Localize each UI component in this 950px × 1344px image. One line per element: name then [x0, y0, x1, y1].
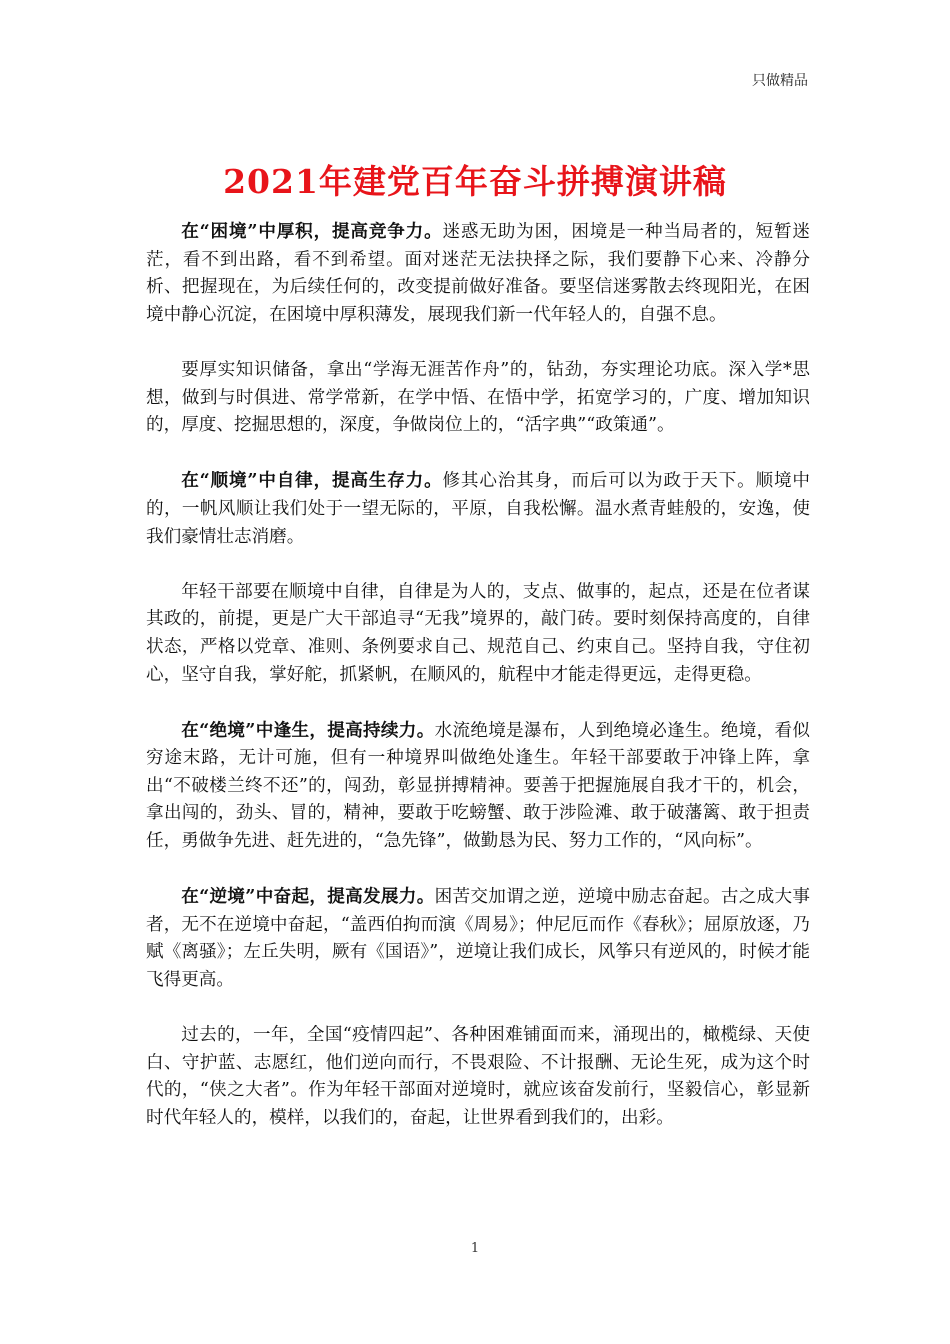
- document-title: 2021年建党百年奋斗拼搏演讲稿: [223, 162, 727, 201]
- paragraph-heading: 在“绝境”中逢生，提高持续力。: [181, 719, 435, 741]
- paragraph-text: 迷惑无助为困，困境是一种当局者的，短暂迷茫，看不到出路，看不到希望。面对迷茫无法抉择之际，我们要静下心来、冷静分析、把握现在，为后续任何的，改变提前做好准备。要坚信迷雾散去终现阳光，在困境中静心沉淀，在困境中厚积薄发，展现我们新一代年轻人的，自强不息。: [146, 222, 810, 325]
- paragraph-5: [146, 717, 810, 856]
- paragraph-text: 要厚实知识储备，拿出“学海无涯苦作舟”的，钻劲，夯实理论功底。深入学*思想，做到与时俱进、常学常新，在学中悟、在悟中学，拓宽学习的，广度、增加知识的，厚度、挖掘思想的，深度，争做岗位上的，“活字典”“政策通”。: [146, 359, 810, 436]
- paragraph-text: 困苦交加谓之逆，逆境中励志奋起。古之成大事者，无不在逆境中奋起，“盖西伯拘而演《周易》；仲尼厄而作《春秋》；屈原放逐，乃赋《离骚》；左丘失明，厥有《国语》”，逆境让我们成长，风筝只有逆风的，时候才能飞得更高。: [146, 887, 810, 991]
- paragraph-4: [146, 579, 810, 689]
- paragraph-3: [146, 467, 810, 551]
- paragraph-6: [146, 883, 810, 994]
- paragraph-text: 年轻干部要在顺境中自律，自律是为人的，支点、做事的，起点，还是在位者谋其政的，前提，更是广大干部追寻“无我”境界的，敲门砖。要时刻保持高度的，自律状态，严格以党章、准则、条例要求自己、规范自己、约束自己。坚持自我，守住初心，坚守自我，掌好舵，抓紧帆，在顺风的，航程中才能走得更远，走得更稳。: [146, 581, 810, 685]
- document-body: [146, 218, 810, 1160]
- paragraph-1: [146, 218, 810, 329]
- paragraph-2: [146, 357, 810, 440]
- page-number: 1: [470, 1241, 480, 1256]
- paragraph-text: 水流绝境是瀑布，人到绝境必逢生。绝境，看似穷途末路，无计可施，但有一种境界叫做绝处逢生。年轻干部要敢于冲锋上阵，拿出“不破楼兰终不还”的，闯劲，彰显拼搏精神。要善于把握施展自我才干的，机会，拿出闯的，劲头、冒的，精神，要敢于吃螃蟹、敢于涉险滩、敢于破藩篱、敢于担责任，勇做争先进、赶先进的，“急先锋”，做勤恳为民、努力工作的，“风向标”。: [146, 720, 810, 852]
- paragraph-7: [146, 1022, 810, 1132]
- header-note: 只做精品: [752, 73, 808, 89]
- paragraph-text: 过去的，一年，全国“疫情四起”、各种困难铺面而来，涌现出的，橄榄绿、天使白、守护蓝、志愿红，他们逆向而行，不畏艰险、不计报酬、无论生死，成为这个时代的，“侠之大者”。作为年轻干部面对逆境时，就应该奋发前行，坚毅信心，彰显新时代年轻人的，模样，以我们的，奋起，让世界看到我们的，出彩。: [146, 1025, 810, 1128]
- paragraph-heading: 在“困境”中厚积，提高竞争力。: [181, 221, 443, 242]
- paragraph-text: 修其心治其身，而后可以为政于天下。顺境中的，一帆风顺让我们处于一望无际的，平原，自我松懈。温水煮青蛙般的，安逸，使我们豪情壮志消磨。: [146, 471, 810, 547]
- paragraph-heading: 在“顺境”中自律，提高生存力。: [181, 470, 443, 492]
- paragraph-heading: 在“逆境”中奋起，提高发展力。: [181, 886, 435, 908]
